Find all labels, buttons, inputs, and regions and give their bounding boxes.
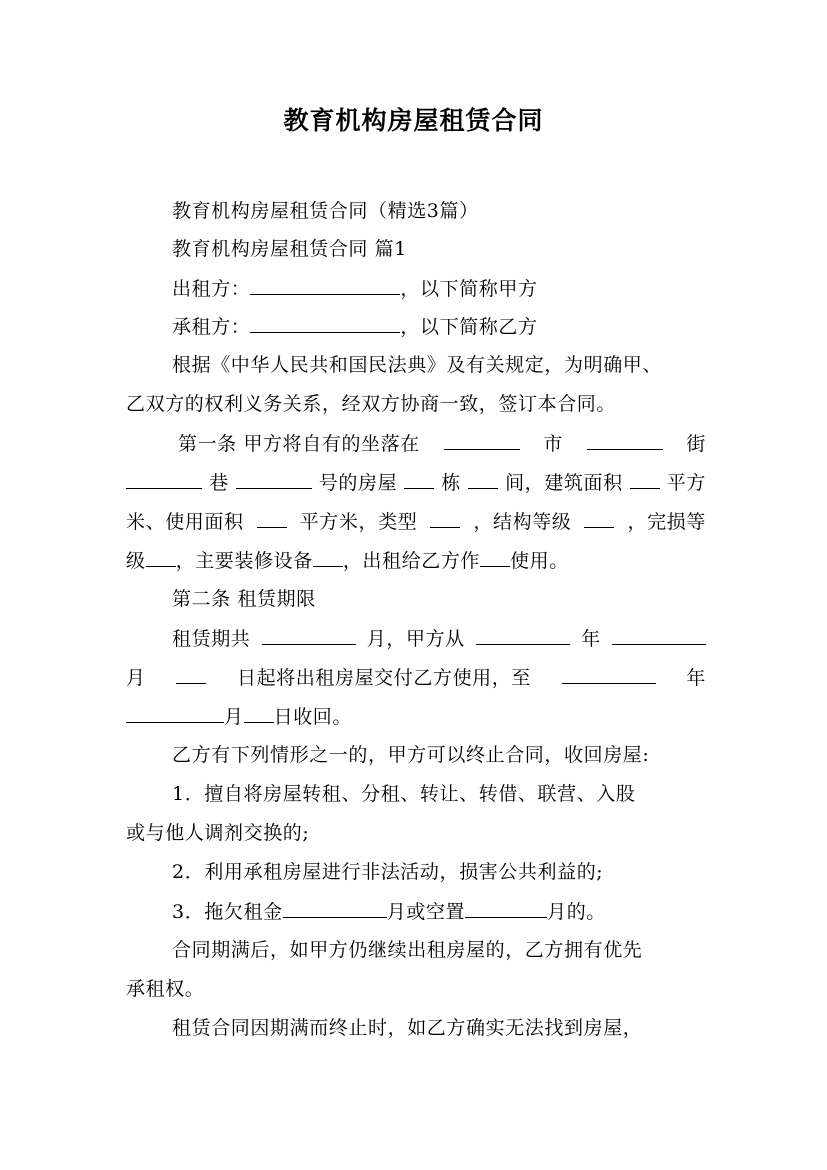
article1-line-4 <box>126 548 706 573</box>
renewal-line-2: 承租权。 <box>126 978 205 1000</box>
article1-blank-city <box>587 431 663 450</box>
lessee-label: 承租方： <box>172 316 251 338</box>
item3-blank-vacant <box>465 899 547 918</box>
article2-blank-start-month <box>612 626 706 645</box>
article1-text-street: 街 <box>686 433 706 455</box>
article2-blank-start-year <box>476 626 570 645</box>
lessor-label: 出租方： <box>172 278 251 300</box>
article1-blank-use <box>480 548 510 567</box>
item1-line-1: 1．擅自将房屋转租、分租、转让、转借、联营、入股 <box>172 783 636 805</box>
last-line: 租赁合同因期满而终止时，如乙方确实无法找到房屋， <box>172 1017 643 1039</box>
article1-blank-rooms <box>468 470 498 489</box>
article1-line-3 <box>126 509 706 534</box>
article1-blank-building <box>404 470 434 489</box>
renewal-line-1: 合同期满后，如甲方仍继续出租房屋的，乙方拥有优先 <box>172 939 643 961</box>
lessor-line <box>172 276 706 301</box>
article1-blank-type <box>430 509 460 528</box>
item3-line <box>172 899 706 924</box>
article1-text-structure: ，结构等级 <box>473 511 572 533</box>
lessee-suffix: ，以下简称乙方 <box>400 316 538 338</box>
article1-blank-location <box>444 431 520 450</box>
item3-blank-arrears <box>283 899 387 918</box>
article2-blank-start-day <box>176 665 206 684</box>
article2-blank-end-year <box>562 665 656 684</box>
article2-text-end-month: 月 <box>224 706 244 728</box>
article1-text-number: 号的房屋 <box>318 472 398 494</box>
article2-text-month: 月 <box>126 667 146 689</box>
article1-text-building: 栋 <box>441 472 461 494</box>
article2-text-year: 年 <box>581 628 601 650</box>
article1-blank-lane <box>236 470 312 489</box>
article1-text-area: 间，建筑面积 <box>505 472 623 494</box>
article2-text-end-year: 年 <box>686 667 706 689</box>
item3-text-arrears: 3．拖欠租金 <box>172 901 283 923</box>
lessee-blank <box>250 314 400 333</box>
article1-blank-usable <box>257 509 287 528</box>
article1-text-use: 使用。 <box>510 550 569 572</box>
article2-line-3 <box>126 704 706 729</box>
article2-blank-end-day <box>244 704 274 723</box>
heading-selected-3: 教育机构房屋租赁合同（精选3篇） <box>172 200 479 222</box>
article2-text-term: 租赁期共 <box>172 628 251 650</box>
article1-text-equipment: ，主要装修设备 <box>175 550 313 572</box>
article1-blank-grade <box>146 548 176 567</box>
intro-line-2: 乙双方的权利义务关系，经双方协商一致，签订本合同。 <box>126 393 617 415</box>
article2-blank-end-month <box>126 704 224 723</box>
article1-text-1: 第一条 甲方将自有的坐落在 <box>178 433 420 455</box>
article1-blank-equipment <box>313 548 343 567</box>
article2-text-from: 月，甲方从 <box>366 628 465 650</box>
item3-text-end: 月的。 <box>547 901 606 923</box>
intro-line-1: 根据《中华人民共和国民法典》及有关规定，为明确甲、 <box>172 354 663 376</box>
article1-text-usable: 米、使用面积 <box>126 511 244 533</box>
article1-text-city: 市 <box>543 433 563 455</box>
article1-line-1 <box>178 431 706 456</box>
article1-text-type: 平方米，类型 <box>299 511 418 533</box>
article2-text-deliver: 日起将出租房屋交付乙方使用，至 <box>236 667 531 689</box>
article1-blank-structure <box>584 509 614 528</box>
article1-blank-area <box>630 470 660 489</box>
article1-blank-street <box>126 470 202 489</box>
article1-text-condition: ，完损等 <box>627 511 706 533</box>
document-title: 教育机构房屋租赁合同 <box>283 106 544 135</box>
article2-heading: 第二条 租赁期限 <box>172 588 316 610</box>
item1-line-2: 或与他人调剂交换的; <box>126 822 310 844</box>
article2-blank-months <box>262 626 356 645</box>
article2-line-1 <box>172 626 706 651</box>
article1-text-lease-to: ，出租给乙方作 <box>342 550 481 572</box>
article1-text-sqm: 平方 <box>666 472 706 494</box>
lessor-blank <box>250 276 400 295</box>
lessee-line <box>172 314 706 339</box>
article1-text-grade: 级 <box>126 550 146 572</box>
article1-text-lane: 巷 <box>209 472 229 494</box>
item2-line: 2．利用承租房屋进行非法活动，损害公共利益的; <box>172 861 604 883</box>
article1-line-2 <box>126 470 706 495</box>
lessor-suffix: ，以下简称甲方 <box>400 278 538 300</box>
article2-text-return: 日收回。 <box>273 706 353 728</box>
item3-text-vacant: 月或空置 <box>386 901 466 923</box>
termination-intro: 乙方有下列情形之一的，甲方可以终止合同，收回房屋: <box>172 744 650 766</box>
heading-part-1: 教育机构房屋租赁合同 篇1 <box>172 238 407 260</box>
article2-line-2 <box>126 665 706 690</box>
